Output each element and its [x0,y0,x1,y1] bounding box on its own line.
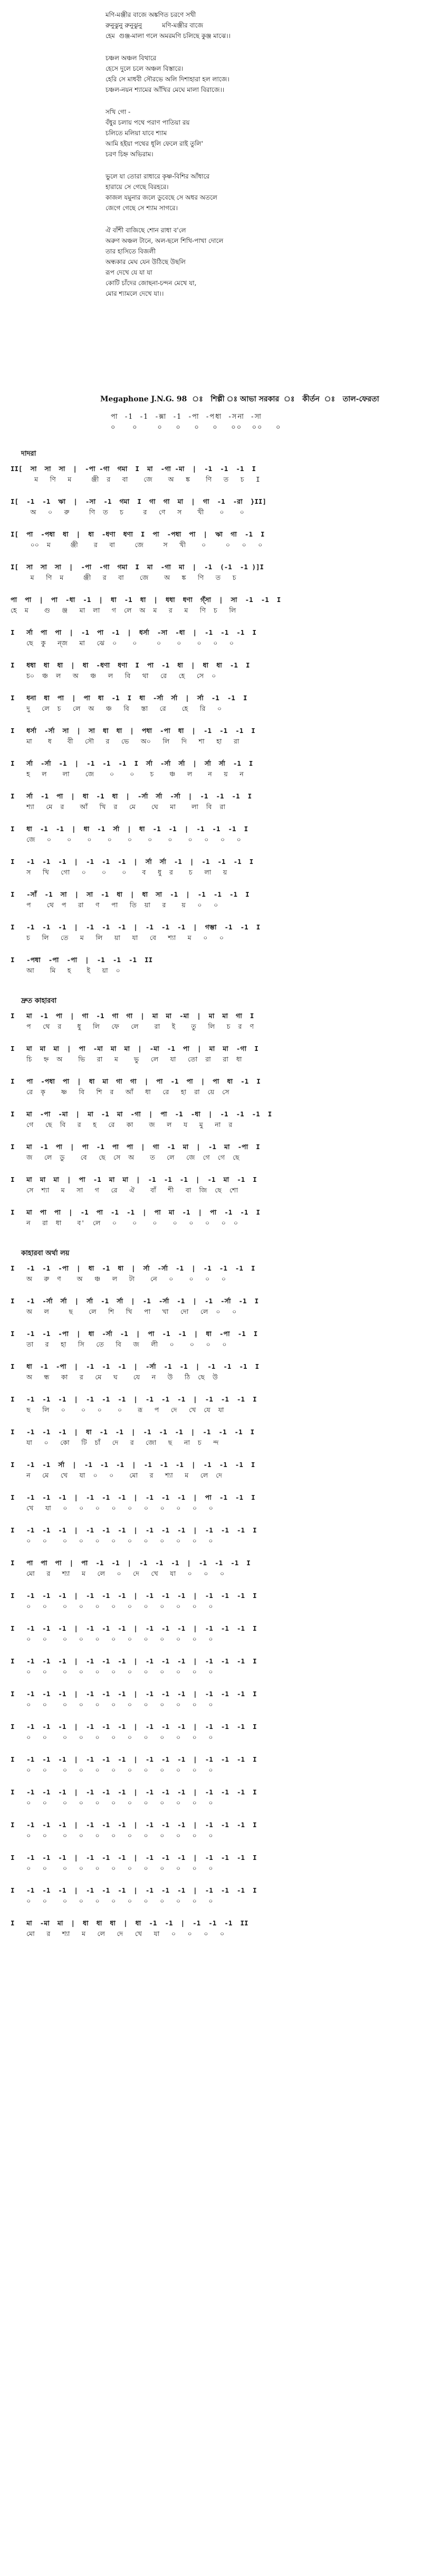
swaralipi-notes: I -1 -র্সা র্সা | র্সা -1 র্সা | -1 -র্সা -1 | -1 -র্সা -1 I [11,1297,259,1305]
lyric-syllables: ০ ০ ০ ০ ০ ০ ০ ০ ০ ০ ০ ০ [11,1602,213,1610]
lyrics-line: কোটি চাঁদের জোছনা-চন্দন মেখে যা, [106,279,197,287]
swaralipi-notes: I -1 -1 -1 | -1 -1 -1 | -1 -1 -1 | -1 -1 -1 I [11,1690,257,1698]
lyric-syllables: চ০ ঞ্চ ল অ ঞ্চ ল বি থা রে হে সে ০ [11,672,216,680]
lyrics-stanza [106,225,327,299]
lyric-syllables: ০ ০ ০ ০ ০ ০ ০ ০ ০ ০ ০ ০ [11,1700,213,1708]
lyric-syllables: জ লে ডু বে ছে সে অ ত লে জে গে গে ছে [11,1153,239,1161]
lyrics-line: ঐ বাঁশী বাজিছে শোন রাধা ব'লে [106,227,186,234]
lyric-syllables: ছ লি ০ ০ ০ ০ রূ প দে খে যে যা [11,1406,224,1414]
lyrics-stanza [106,171,327,213]
swaralipi-notes: I মা -পা -মা | মা -1 মা -গা | পা -1 -ধা | -1 -1 -1 I [11,1110,272,1118]
notation-row [11,1918,417,1939]
lyric-syllables: ছে কু ন্জ মা ঝে ০ ০ ০ ০ ০ ০ ০ [11,639,234,647]
notation-row [11,1885,417,1906]
notation-row [11,1689,417,1710]
swaralipi-notes: II[ সা সা সা | -পা -গা গমা I মা -গা -মা | -1 -1 -1 I [11,465,256,473]
notation-row [11,660,417,681]
swaralipi-notes: I ধনা ধা পা | পা ধা -1 I ধা -র্সা র্সা | র্সা -1 -1 I [11,694,247,702]
notation-row [11,562,417,583]
swaralipi-notes: I র্সা -র্সা -1 | -1 -1 -1 I র্সা -র্সা র্সা | র্সা র্সা -1 I [11,759,253,767]
lyric-syllables: অ ল ছ লে শি খি পা খা দো লে ০ ০ [11,1308,237,1315]
swaralipi-notes: I মা মা মা | পা -মা মা মা | -মা -1 পা | মা মা -গা I [11,1045,258,1052]
swaralipi-notes: I মা পা পা | -1 পা -1 -1 | পা মা -1 | পা -1 -1 I [11,1208,261,1216]
swaralipi-notes: I ধা -1 -1 | ধা -1 র্সা | ধা -1 -1 | -1 -1 -1 I [11,825,248,833]
lyric-syllables: রে কৃ ষ্ণ বি শি র আঁ ধা রে হা রা য়ে সে [11,1088,229,1096]
swaralipi-notes: I মা মা মা | পা -1 মা মা | -1 -1 -1 | -1 মা -1 I [11,1176,257,1183]
lyric-syllables: ০ ০ ০ ০ ০ ০ ০ ০ ০ ০ ০ ০ [11,1897,213,1905]
lyric-syllables: ম ণি ম ঞ্জী র বা জে অ ঙ্ক ণি ত চ I [11,475,260,483]
lyric-syllables: গে ছে বি র হ রে কা জ ল য মু না র [11,1121,233,1129]
swaralipi-notes: I -1 -1 -1 | -1 -1 -1 | র্সা র্সা -1 | -1 -1 -1 I [11,858,254,866]
lyric-syllables: ০ ০ ০ ০ ০ ০ ০ ০ ০ ০ ০ ০ [11,1635,213,1643]
lyric-syllables: প থে র ধু লি ফে লে রা ই তু লি চ র ণ [11,1022,254,1030]
lyrics-line: হারায়ে সে গেছে বিরহরে। [106,183,169,191]
swaralipi-notes: I ধর্সা -র্সা সা | সা ধা ধা | পধা -পা ধা | -1 -1 -1 I [11,727,255,735]
swaralipi-notes: I -1 -1 -1 | -1 -1 -1 | -1 -1 -1 | -1 -1 -1 I [11,1723,257,1731]
notation-row [11,1329,417,1350]
lyric-syllables: ০ ০ ০ ০ ০ ০ ০ ০ ০ ০ ০ ০ [11,1799,213,1807]
notation-row [11,1754,417,1775]
lyric-syllables: হ ল লা জে ০ ০ চ ঞ্চ ল ন য় ন [11,770,244,778]
notation-row [11,1787,417,1808]
notation-row [11,857,417,878]
notation-row [11,1296,417,1317]
lyric-syllables: তা র হা সি তে বি জ লী ০ ০ ০ ০ [11,1340,227,1348]
swaralipi-notes: I -পধা -পা -পা | -1 -1 -1 II [11,956,153,964]
lyrics-line: অন্ধকার মেঘ যেন উঠিছে উছলি [106,258,186,266]
swaralipi-notes: I -1 -1 -1 | -1 -1 -1 | -1 -1 -1 | গম্ভা -1 -1 I [11,923,261,931]
lyric-syllables: ০ ০ ০ ০ ০ ০ ০ ০ ০ ০ ০ ০ [11,1537,213,1545]
lyric-syllables: অ ন্ধ কা র মে ঘ যে ন উ ঠি ছে উ [11,1373,218,1381]
lyrics-line: হেম গুঞ্জ-মালা গলে অমরমণি চলিছে কুঞ্জ মাঝে।। [106,32,231,40]
lyrics-line: চরণ চিহ্ন অভিরাম। [106,151,154,158]
lyric-syllables: ম ণি ম ঞ্জী র বা জে অ ঙ্ক ণি ত চ [11,574,236,581]
notation-row [11,1558,417,1579]
swaralipi-notes: I -1 -1 -1 | -1 -1 -1 | -1 -1 -1 | -1 -1 -1 I [11,1592,257,1600]
notation-row [11,595,417,616]
lyrics-block [106,10,327,311]
lyric-syllables: অ ০ রু ণি ত চ র ণে স খী ০ ০ [11,508,244,516]
notation-row [11,693,417,714]
lyric-syllables: চ লি তে ম লি য়া যা বে শ্যা ম ০ ০ [11,934,224,942]
scale-beats: ০ ০ ০ ০ ০ ০ ০০ ০০ ০ [111,424,282,431]
lyrics-line: আমি হইয়া পথের ধূলি ফেলে রাই তুলি' [106,140,203,147]
notation-row [11,824,417,845]
notation-row [11,1011,417,1032]
swaralipi-notes: I -1 -1 -1 | -1 -1 -1 | -1 -1 -1 | -1 -1 -1 I [11,1821,257,1829]
lyrics-line: চঞ্চল-নয়ন শ্যামের আঁখির মেঘে মালা বিরাজে।। [106,86,225,93]
swaralipi-notes: I ধধা ধা ধা | ধা -ধণা ধণা I পা -1 ধা | ধা ধা -1 I [11,661,250,669]
swaralipi-notes: I -1 -1 -পা | ধা -1 ধা | র্সা -র্সা -1 | -1 -1 -1 I [11,1264,255,1272]
lyric-syllables: ০ ০ ০ ০ ০ ০ ০ ০ ০ ০ ০ ০ [11,1766,213,1774]
lyric-syllables: আ মি হ ই য়া ০ [11,966,120,974]
lyric-syllables: স খি গো ০ ০ ০ ব ধু র চ লা য় [11,868,227,876]
notation-row [11,1076,417,1097]
notation-row [11,791,417,812]
notation-row [11,1853,417,1874]
lyric-syllables: শ্যা মে র আঁ খি র মে ঘে মা লা বি রা [11,803,226,811]
swaralipi-notes: I মা -1 পা | গা -1 গা গা | মা মা -মা | মা মা গা I [11,1012,254,1020]
notation-row [11,1142,417,1163]
swaralipi-notes: I -1 -1 -1 | -1 -1 -1 | -1 -1 -1 | -1 -1 -1 I [11,1854,257,1862]
swaralipi-notes: I -1 -1 -1 | -1 -1 -1 | -1 -1 -1 | -1 -1 -1 I [11,1886,257,1894]
notation-row [11,1043,417,1065]
lyric-syllables: ন রা ধা ব' লে ০ ০ ০ ০ ০ ০ ০ ০ [11,1219,238,1227]
lyric-syllables: জে ০ ০ ০ ০ ০ ০ ০ ০ ০ ০ ০ [11,835,241,843]
swaralipi-notes: I[ সা সা সা | -পা -গা গমা I মা -গা মা | -1 (-1 -1 )]I [11,563,264,571]
notation-row [11,1820,417,1841]
notation-row [11,1207,417,1228]
notation-row [11,1263,417,1284]
swaralipi-notes: I -1 -1 -1 | -1 -1 -1 | -1 -1 -1 | -1 -1 -1 I [11,1526,257,1534]
swaralipi-notes: I র্সা পা পা | -1 পা -1 | ধর্সা -সা -ধা | -1 -1 -1 I [11,628,256,636]
lyrics-line: চঞ্চল অঞ্চল বিথারে [106,54,157,62]
lyrics-stanza [106,10,327,41]
lyrics-line: হেসে দুলে চলে অঞ্চল বিস্তারে। [106,65,184,72]
lyric-syllables: ন মে খে যা ০ ০ মো র শ্যা ম লে দে [11,1471,222,1479]
notation-row [11,1722,417,1743]
notation-row [11,758,417,779]
lyric-syllables: মো র শ্যা ম লে ০ দে খে যা ০ ০ ০ [11,1569,225,1577]
lyrics-line: কাজল যমুনার জলে ডুবেছে সে অধর অতলে [106,194,217,201]
swaralipi-notes: I -1 -1 -1 | -1 -1 -1 | -1 -1 -1 | -1 -1 -1 I [11,1755,257,1763]
lyrics-stanza [106,53,327,95]
swaralipi-notes: I[ -1 -1 ঋা | -সা -1 গমা I গা গা মা | গা -1 -রা }II] [11,497,266,505]
notation-row [11,1109,417,1130]
notation-row [11,1591,417,1612]
scale-notes: পা -1 -1 -ক্সা -1 -পা -পধা -সনা -সা [111,413,262,421]
notation-row [11,1656,417,1677]
lyrics-line: রুনুঝুনু রুনুঝুনু মণি-মঞ্জীর বাজে [106,22,204,29]
lyrics-line: সখি গো - [106,108,131,116]
section-title: দাদরা [21,450,36,458]
notation-row [11,1492,417,1513]
lyrics-line: মোর শ্যামলে দেখে যা।। [106,290,164,297]
swaralipi-notes: পা পা | পা -ধা -1 | ধা -1 ধা | ধধা ধণা গ্ঁসা | সা -1 -1 I [11,596,281,604]
swaralipi-notes: I মা -মা মা | ধা ধা ধা | ধা -1 -1 | -1 -1 -1 II [11,1919,248,1927]
lyric-syllables: দু লে চ লে অ ঞ্চ বি স্তা রে হে রি ০ [11,704,222,712]
section-title: দ্রুত কাহারবা [21,997,57,1005]
lyric-syllables: ০ ০ ০ ০ ০ ০ ০ ০ ০ ০ ০ ০ [11,1668,213,1676]
lyric-syllables: ০ ০ ০ ০ ০ ০ ০ ০ ০ ০ ০ ০ [11,1831,213,1839]
swaralipi-notes: I পা -পধা পা | ধা মা গা গা | পা -1 পা | পা ধা -1 I [11,1077,261,1085]
swaralipi-notes: I[ পা -পধা ধা | ধা -ধণা ধণা I পা -পধা পা | ঋা গা -1 I [11,530,265,538]
notation-row [11,1361,417,1383]
swaralipi-notes: I -1 -1 -1 | -1 -1 -1 | -1 -1 -1 | -1 -1 -1 I [11,1624,257,1632]
notation-row [11,1460,417,1481]
notation-row [11,496,417,518]
lyric-syllables: ০ ০ ০ ০ ০ ০ ০ ০ ০ ০ ০ ০ [11,1864,213,1872]
swaralipi-notes: I মা -1 পা | পা -1 পা পা | গা -1 মা | -1 মা -পা I [11,1143,260,1151]
lyrics-line: হেরি সে মাধবী সৌরভে অলি দিশাহারা হল লাজে। [106,76,229,83]
swaralipi-notes: I -1 -1 -1 | -1 -1 -1 | -1 -1 -1 | -1 -1 -1 I [11,1657,257,1665]
lyrics-line: ভুলে যা তোরা রাধারে কৃষ্ণ-বিশির আঁধারে [106,173,210,180]
lyric-syllables: খে যা ০ ০ ০ ০ ০ ০ ০ ০ ০ ০ [11,1504,213,1512]
lyric-syllables: অ রু ণ অ ঞ্চ ল টা নে ০ ০ ০ ০ [11,1275,226,1283]
notation-row [11,627,417,648]
lyrics-line: জেগে গেছে সে শ্যাম সাগরে। [106,204,178,212]
swaralipi-notes: I -1 -1 -পা | ধা -র্সা -1 | পা -1 -1 | ধা -পা -1 I [11,1330,258,1338]
swaralipi-notes: I র্সা -1 পা | ধা -1 ধা | -র্সা র্সা -র্সা | -1 -1 -1 I [11,792,252,800]
swaralipi-notes: I পা পা পা | পা -1 -1 | -1 -1 -1 | -1 -1 -1 I [11,1559,251,1567]
lyric-syllables: ০০ ম ঞ্জী র বা জে স খী ০ ০ ০ ০ [11,541,263,549]
swaralipi-notes: I ধা -1 -পা | -1 -1 -1 | -র্সা -1 -1 | -1 -1 -1 I [11,1362,260,1370]
lyric-syllables: যা ০ কো টি চাঁ দে র জো ছ না চ ন্দ [11,1439,219,1446]
notation-row [11,529,417,550]
lyrics-stanza [106,107,327,159]
record-header: Megaphone J.N.G. 98 ঃ শিল্পী ঃ আভা সরকার ঃ কীর্তন ঃ তাল-ফেরতা [100,395,379,403]
notation-row [11,955,417,976]
lyric-syllables: ০ ০ ০ ০ ০ ০ ০ ০ ০ ০ ০ ০ [11,1733,213,1741]
lyric-syllables: প থে প রা ণ পা তি য়া র য় ০ ০ [11,901,218,909]
lyric-syllables: মা ধ বী সৌ র ভে অ০ লি দি শা হা রা [11,737,239,745]
notation-row [11,1174,417,1196]
lyrics-line: তার হাসিতে বিজলী [106,248,156,255]
notation-row [11,726,417,747]
lyric-syllables: সে শ্যা ম সা গ রে ঐ বাঁ শী বা জি ছে শো [11,1186,238,1194]
lyrics-line: রূপ দেখে যে যা যা [106,269,152,276]
notation-row [11,922,417,943]
notation-row [11,889,417,910]
swaralipi-notes: I -1 -1 -1 | -1 -1 -1 | -1 -1 -1 | পা -1 -1 I [11,1493,255,1501]
notation-row [11,1394,417,1415]
lyrics-line: চলিতে মলিয়া যাবে শ্যাম [106,129,167,137]
swaralipi-notes: I -1 -1 র্সা | -1 -1 -1 | -1 -1 -1 | -1 -1 -1 I [11,1461,255,1469]
lyric-syllables: হে ম গু ঞ্জ মা লা গ লে অ ম র ম ণি চ লি [11,606,236,614]
section-title: কাহারবা অর্থা লয় [21,1249,70,1257]
lyric-syllables: মো র শ্যা ম লে দে খে যা ০ ০ ০ ০ [11,1930,225,1938]
notation-row [11,464,417,485]
notation-row [11,1427,417,1448]
lyrics-line: অরুণ অঞ্চল টানে, অল-ছলে শিখি-পাখা দোলে [106,237,224,245]
notation-row [11,1525,417,1546]
lyric-syllables: চি হ্ন অ ভি রা ম ভু লে যা তো রা রা ধা [11,1055,242,1063]
lyrics-line: বঁধুর চলায় পথে পরাণ পাতিয়া রয় [106,119,190,126]
swaralipi-notes: I -1 -1 -1 | -1 -1 -1 | -1 -1 -1 | -1 -1 -1 I [11,1788,257,1796]
swaralipi-notes: I -সাঁ -1 সা | সা -1 ধা | ধা সা -1 | -1 -1 -1 I [11,890,250,898]
swaralipi-notes: I -1 -1 -1 | -1 -1 -1 | -1 -1 -1 | -1 -1 -1 I [11,1395,257,1403]
lyrics-line: মণি-মঞ্জীর বাজে অঙ্কণিত চরণে সখী [106,11,196,18]
swaralipi-notes: I -1 -1 -1 | ধা -1 -1 | -1 -1 -1 | -1 -1 -1 I [11,1428,255,1436]
notation-row [11,1623,417,1644]
